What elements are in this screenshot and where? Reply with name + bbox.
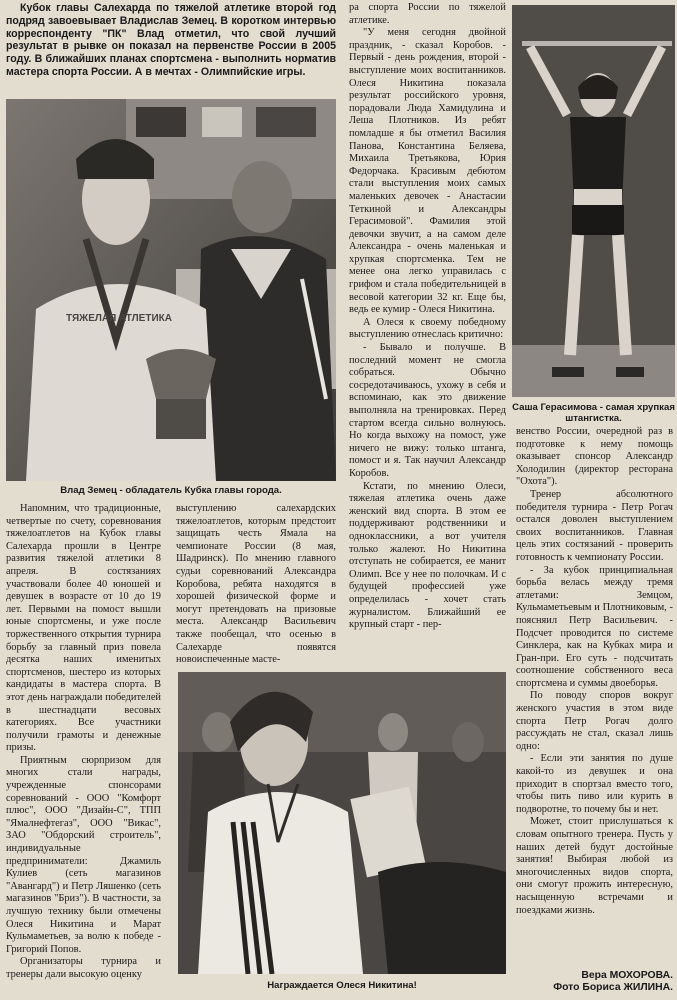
- photo-olesya-nikitina-image: [178, 672, 506, 974]
- photo-vlad-zemets-image: [6, 99, 336, 481]
- col4-paragraph: Тренер абсолютного победителя турнира - Петр Рогач остался доволен выступлением своих воспитанников. Главная цель этих состязаний - проверить готовность к чемпионату России.: [516, 488, 673, 563]
- col1-paragraph: Приятным сюрпризом для многих стали награды, учрежденные спонсорами соревнований - ООО "Комфорт плюс", ООО "Дизайн-С", ТПП "Ямалнефтегаз", ООО "Викас", ЗАО "Обдорский строитель", индивидуальные предприниматели: Джамиль Кулиев (сеть магазинов "Авангард") и Петр Ляшенко (сеть магазинов "Бриз"). В частности, за лучшую технику были отмечены Олеся Никитина и Марат Кульмаметьев, за волю к победе - Григорий Попов.: [6, 754, 161, 955]
- lead-text: Кубок главы Салехарда по тяжелой атлетике второй год подряд завоевывает Владислав Земец. В коротком интервью корреспонденту "ПК" Влад отметил, что свой лучший результат в рывке он показал на первенстве России в 2005 году. В ближайших планах спортсмена - выполнить норматив мастера спорта России. А в мечтах - Олимпийские игры.: [6, 2, 336, 78]
- col4-paragraph: венство России, очередной раз в подготовке к нему помощь оказывает спонсор Александр Холодилин (директор ресторана "Охота").: [516, 426, 673, 488]
- caption-olesya-nikitina: Награждается Олеся Никитина!: [267, 980, 417, 991]
- col4-paragraph: - За кубок принципиальная борьба велась между тремя атлетами: Земцом, Кульмаметьевым и Плотниковым, - поясняил Петр Васильевич. - Подсчет проводится по системе Синклера, как на Кубках мира и Гран-при. Его суть - подсчитать соотношение собственного веса спортсмена и суммы двоеборья.: [516, 564, 673, 689]
- photo-sasha-gerasimova-image: [512, 5, 675, 397]
- col3-paragraph: А Олеся к своему победному выступлению отнеслась критично:: [349, 316, 506, 341]
- col4-paragraph: Может, стоит прислушаться к словам опытного тренера. Пусть у наших детей будут достойные занятия! Выбирая любой из многочисленных видов спорта, они смогут прожить интересную, насыщенную встречами и поездками жизнь.: [516, 816, 673, 916]
- col1-paragraph: Организаторы турнира и тренеры дали высокую оценку: [6, 956, 161, 980]
- col3-paragraph: ра спорта России по тяжелой атлетике.: [349, 2, 506, 26]
- column-3: [349, 2, 506, 668]
- column-1: [6, 503, 161, 1000]
- col3-paragraph: "У меня сегодня двойной праздник, - сказал Коробов. - Первый - день рождения, второй - выступление моих воспитанников. Олеся Никитина показала результат российского уровня, порадовали Люда Хамидулина и Леша Плотников. Из ребят помладше я бы отметил Василия Панова, Константина Беляева, Михаила Третьякова, Юрия Федорчака. Красивым дебютом стали выступления моих самых маленьких девочек - Анастасии Теткиной и Александры Герасимовой". Фамилия этой девочки звучит, а на самом деле Александра - очень маленькая и хрупкая спортсменка. Тем не менее она легко управилась с грифом и стала победительницей в весовой категории 32 кг. Еще бы, ведь ее кумир - Олеся Никитина.: [349, 27, 506, 316]
- caption-sasha-gerasimova: Саша Герасимова - самая хрупкая штангистка.: [512, 402, 675, 424]
- lead-paragraph: [6, 2, 336, 79]
- caption-vlad-zemets: Влад Земец - обладатель Кубка главы города.: [60, 485, 282, 496]
- cup-plate-text: ТЯЖЕЛАЯ АТЛЕТИКА: [66, 313, 172, 324]
- col4-paragraph: По поводу споров вокруг женского участия в этом виде спорта Петр Рогач долго рассуждать не стал, сказал лишь одно:: [516, 690, 673, 752]
- col3-paragraph: - Бывало и получше. В последний момент не смогла собраться. Обычно сосредотачиваюсь, ухожу в себя и вспоминаю, как это движение выполняла на тренировках. Перед стартом всегда сильно волнуюсь. Но когда выхожу на помост, уже ничего не вижу: только штанга, помост и я. Так научил Александр Коробов.: [349, 342, 506, 479]
- column-4: [516, 426, 673, 968]
- photo-sasha-gerasimova: [512, 5, 675, 397]
- photo-vlad-zemets: [6, 99, 336, 481]
- signature: [516, 970, 673, 994]
- column-2: [176, 503, 336, 669]
- col2-paragraph: выступлению салехардских тяжелоатлетов, которым предстоит защищать честь Ямала на чемпионате России (8 мая, Шадринск). По мнению главного судьи соревнований Александра Коробова, ребята находятся в хорошей физической форме и могут претендовать на призовые места. Александр Васильевич также пообещал, что осенью в Салехарде появятся новоиспеченные масте-: [176, 503, 336, 666]
- signature-photo-credit: Фото Бориса ЖИЛИНА.: [553, 982, 673, 993]
- col4-paragraph: - Если эти занятия по душе какой-то из девушек и она приходит в спортзал вместо того, чтобы пить пиво или курить в подворотне, то почему бы и нет.: [516, 753, 673, 815]
- photo-olesya-nikitina: [178, 672, 506, 974]
- col1-paragraph: Напомним, что традиционные, четвертые по счету, соревнования тяжелоатлетов на Кубок главы Салехарда прошли в Центре развития тяжелой атлетики 8 апреля. В состязаниях участвовали более 40 юношей и девушек в возрасте от 10 до 19 лет. Первыми на помост вышли юные спортсмены, и уже после торжественного открытия турнира борьбу за главный приз повела десятка наших именитых спортсменов, шестеро из которых кандидаты в мастера спорта. В этот день награждали победителей в шестнадцати весовых категориях. Все участники получили грамоты и денежные призы.: [6, 503, 161, 754]
- col3-paragraph: Кстати, по мнению Олеси, тяжелая атлетика очень даже женский вид спорта. В этом ее поддерживают родственники и одноклассники, а вот учителя только жалеют. Но Никитина отступать не собирается, ее манит Олимп. Все у нее по полочкам. И с будущей профессией уже определилась - хочет стать журналистом. Ближайший ее крупный старт - пер-: [349, 480, 506, 631]
- signature-author: Вера МОХОРОВА.: [581, 970, 673, 981]
